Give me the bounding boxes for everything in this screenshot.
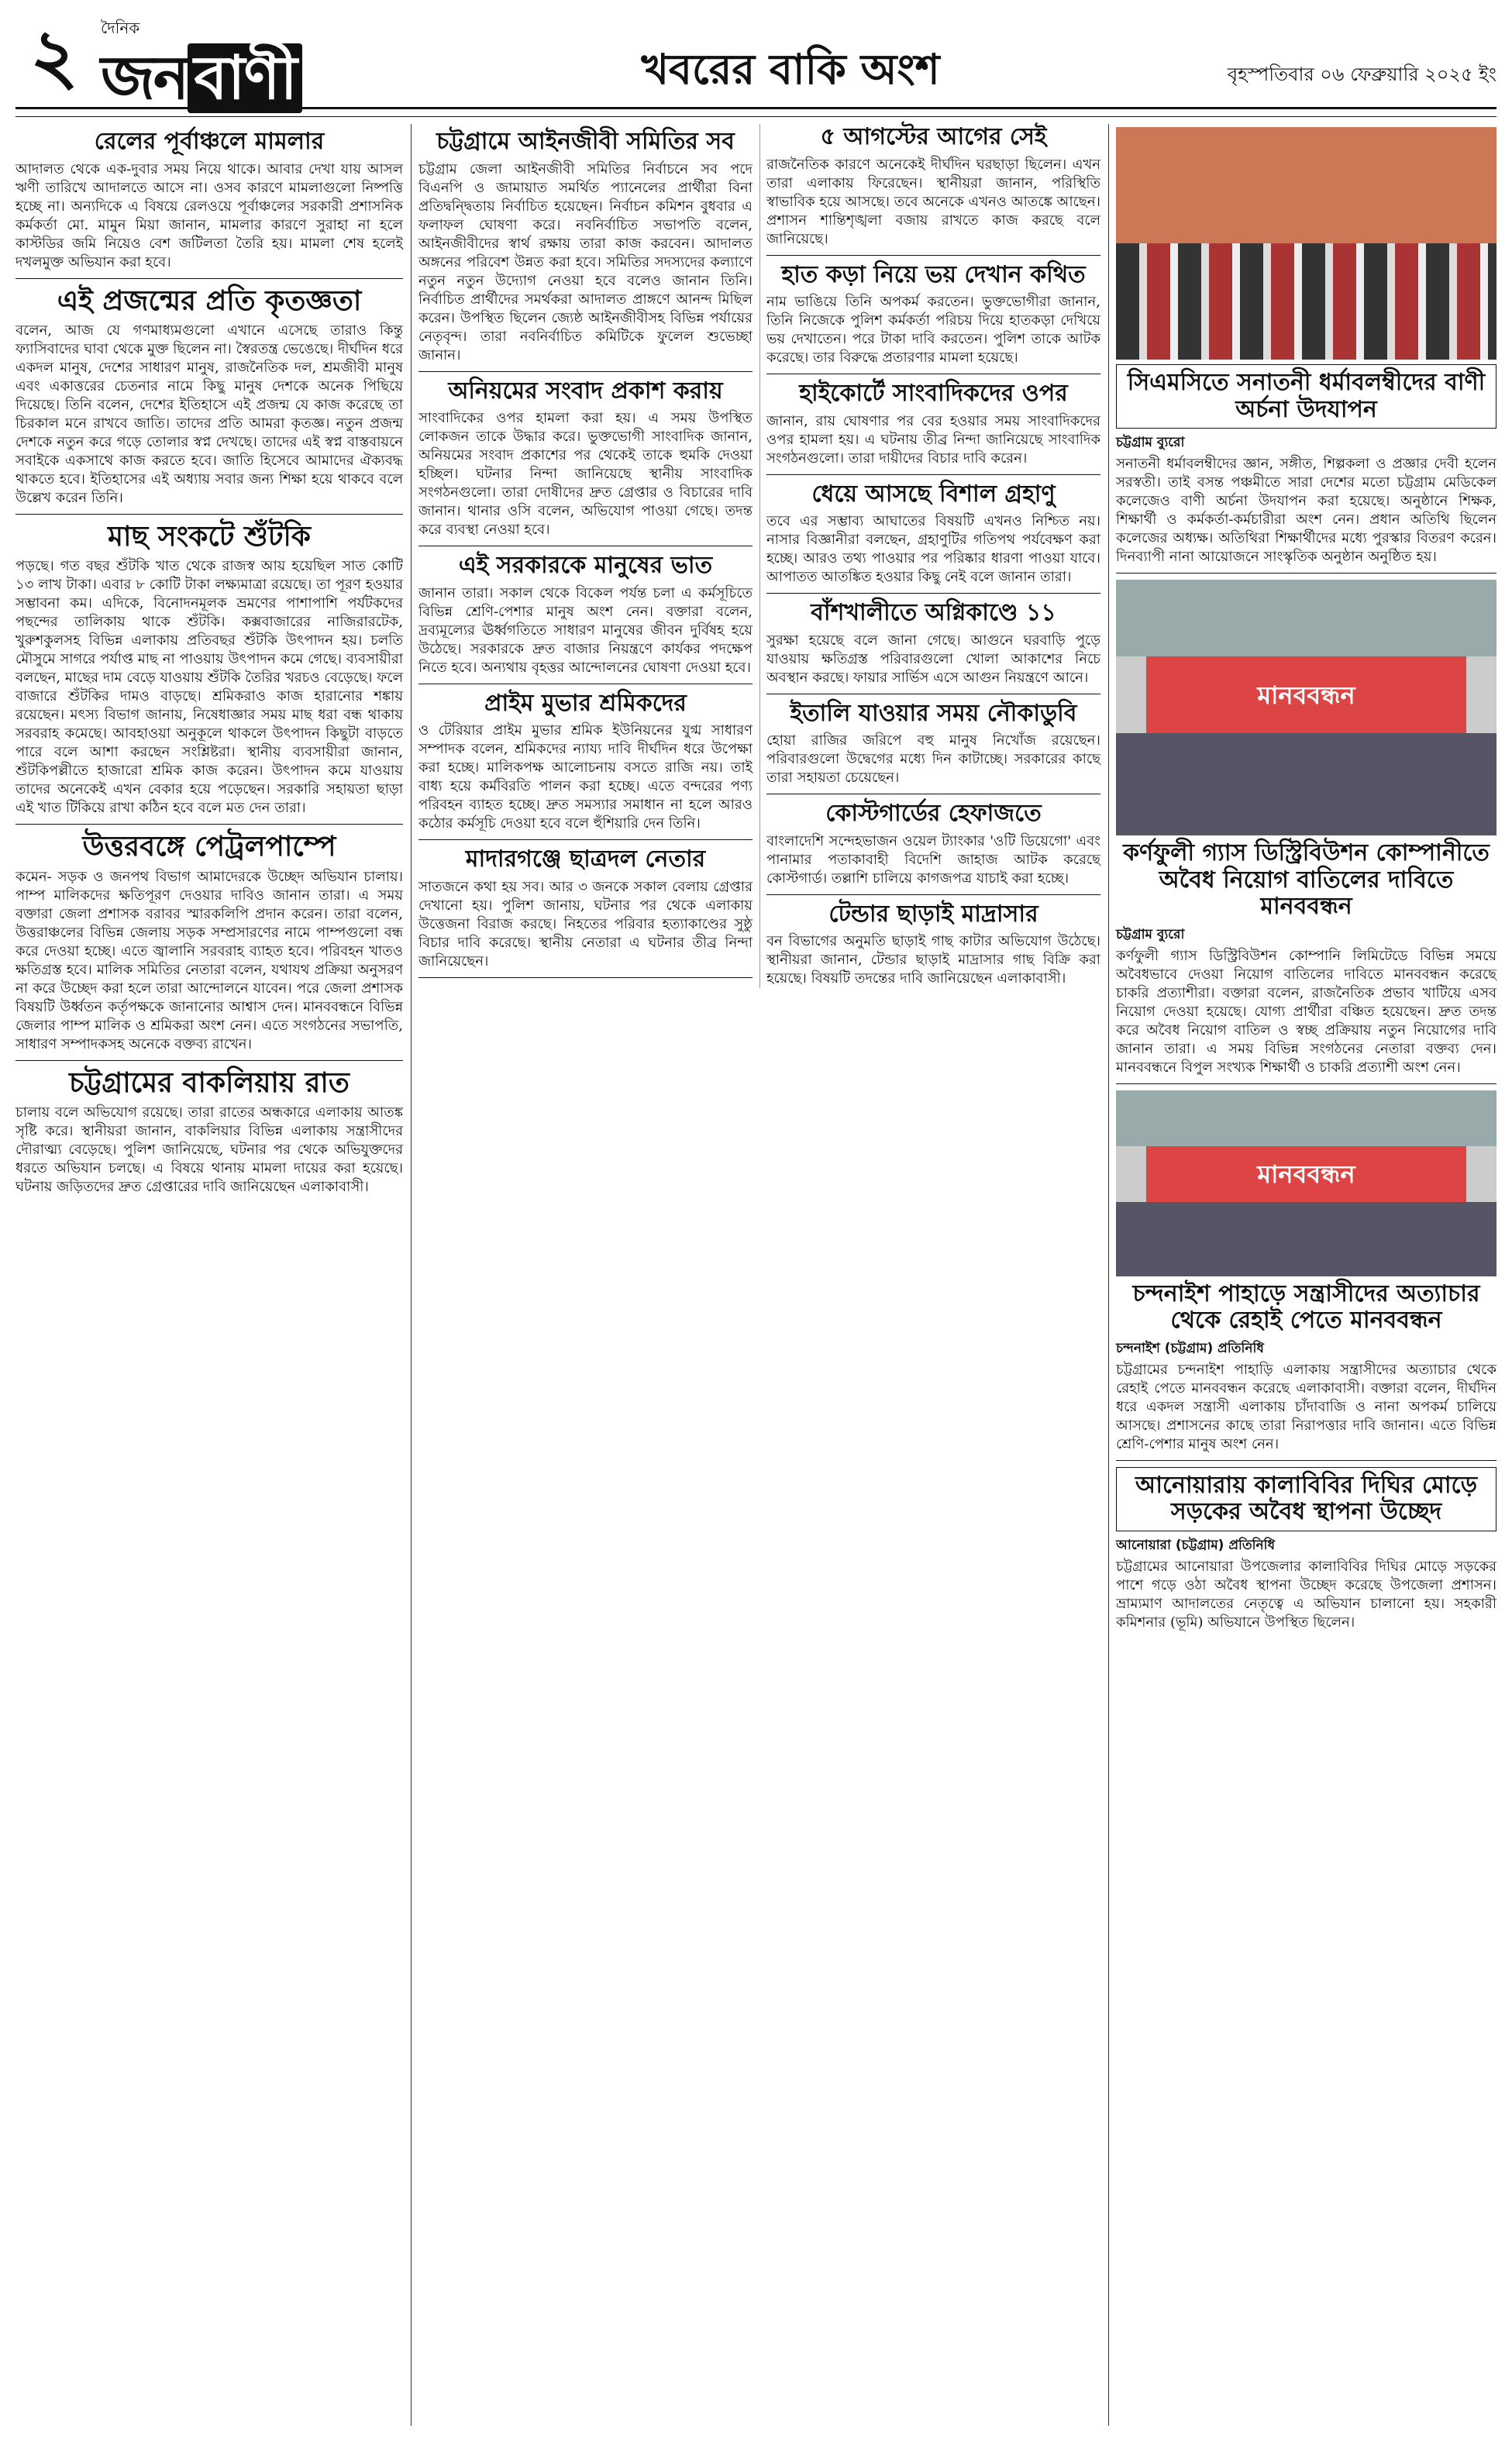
- divider: [766, 255, 1100, 256]
- protest-banner: মানববন্ধন: [1146, 1146, 1466, 1202]
- article-body: পড়ছে। গত বছর শুঁটকি খাত থেকে রাজস্ব আয় হয়েছিল সাত কোটি ১৩ লাখ টাকা। এবার ৮ কোটি টাকা লক্ষ্যমাত্রা রয়েছে। তা পূরণ হওয়ার সম্ভাবনা কম। এদিকে, বিনোদনমূলক ভ্রমণের পাশাপাশি পর্যটকদের পছন্দের তালিকায় থাকে শুঁটকি। কক্সবাজারের নাজিরারটেক, খুরুশকুলসহ বিভিন্ন এলাকায় প্রতিবছর শুঁটকি উৎপাদন হয়। চলতি মৌসুমে সাগরে পর্যাপ্ত মাছ না পাওয়ায় উৎপাদন কমে গেছে। ব্যবসায়ীরা বলছেন, মাছের দাম বেড়ে যাওয়ায় শুঁটকি তৈরির খরচও বেড়েছে। ফলে বাজারে শুঁটকির দামও বাড়ছে। শ্রমিকরাও কাজ হারানোর শঙ্কায় রয়েছেন। মৎস্য বিভাগ জানায়, নিষেধাজ্ঞার সময় মাছ ধরা বন্ধ থাকায় সরবরাহ কমেছে। আবহাওয়া অনুকূলে থাকলে উৎপাদন কিছুটা বাড়তে পারে বলে আশা করছেন সংশ্লিষ্টরা। স্থানীয় ব্যবসায়ীরা জানান, শুঁটকিপল্লীতে হাজারো শ্রমিক কাজ করেন। উৎপাদন কমে যাওয়ায় তাদের অনেকেই এখন বেকার হয়ে পড়েছেন। সরকারি সহায়তা ছাড়া এই খাত টিকিয়ে রাখা কঠিন হবে বলে মত দেন তারা।: [15, 558, 403, 817]
- logo-part-1: জন: [101, 43, 188, 113]
- divider: [15, 514, 403, 515]
- article-headline[interactable]: উত্তরবঙ্গে পেট্রলপাম্পে: [82, 831, 336, 863]
- divider: [766, 593, 1100, 594]
- article-headline[interactable]: কর্ণফুলী গ্যাস ডিস্ট্রিবিউশন কোম্পানীতে অবৈধ নিয়োগ বাতিলের দাবিতে মানববন্ধন: [1123, 839, 1490, 920]
- divider: [1116, 1460, 1497, 1461]
- article-headline[interactable]: টেন্ডার ছাড়াই মাদ্রাসার: [828, 900, 1038, 928]
- protest-photo: [1116, 580, 1497, 835]
- center-columns: [418, 124, 1100, 988]
- article-headline[interactable]: চন্দনাইশ পাহাড়ে সন্ত্রাসীদের অত্যাচার থেকে রেহাই পেতে মানববন্ধন: [1132, 1280, 1480, 1334]
- article-body: সাংবাদিকের ওপর হামলা করা হয়। এ সময় উপস্থিত লোকজন তাকে উদ্ধার করে। ভুক্তভোগী সাংবাদিক জানান, অনিয়মের সংবাদ প্রকাশের পর থেকেই তাকে হুমকি দেওয়া হচ্ছিল। ঘটনার নিন্দা জানিয়েছে স্থানীয় সাংবাদিক সংগঠনগুলো। তারা দোষীদের দ্রুত গ্রেপ্তার ও বিচারের দাবি জানান। থানার ওসি বলেন, অভিযোগ পাওয়া গেছে। তদন্ত করে ব্যবস্থা নেওয়া হবে।: [418, 410, 753, 538]
- divider: [1116, 1083, 1497, 1084]
- article-headline[interactable]: মাছ সংকটে শুঁটকি: [108, 520, 311, 553]
- article: [418, 846, 753, 971]
- article-body: রাজনৈতিক কারণে অনেকেই দীর্ঘদিন ঘরছাড়া ছিলেন। এখন তারা এলাকায় ফিরেছেন। স্থানীয়রা জানান, পরিস্থিতি স্বাভাবিক হয়ে আসছে। তবে অনেকে এখনও আতঙ্কে আছেন। প্রশাসন শান্তিশৃঙ্খলা বজায় রাখতে কাজ করছে বলে জানিয়েছে।: [766, 156, 1100, 247]
- column-divider: [411, 124, 412, 2426]
- event-photo: [1116, 127, 1497, 360]
- article: [1116, 1090, 1497, 1454]
- article-body: বলেন, আজ যে গণমাধ্যমগুলো এখানে এসেছে তারাও কিন্তু ফ্যাসিবাদের ঘাবা থেকে মুক্ত ছিলেন না। স্বৈরতন্ত্র ভেঙেছে। দীর্ঘদিন ধরে একদল মানুষ, দেশের সাধারণ মানুষ, রাজনৈতিক দল, শ্রমজীবী মানুষ এবং একাত্তরের চেতনার নামে কিছু মানুষ দেশকে অনেক পিছিয়ে দিয়েছে। তিনি বলেন, দেশের ইতিহাসে এই প্রজন্ম যে কাজ করেছে তা চিরকাল মনে রাখবে জাতি। তাদের প্রতি আমরা কৃতজ্ঞ। নতুন প্রজন্ম দেশকে নতুন করে গড়ে তোলার স্বপ্ন দেখছে। তাদের এই স্বপ্ন বাস্তবায়নে সবাইকে একসাথে কাজ করতে হবে। জাতি হিসেবে আমাদের ঐক্যবদ্ধ থাকতে হবে। ইতিহাসের এই অধ্যায় সবার জন্য শিক্ষা হয়ে থাকবে বলে উল্লেখ করেন তিনি।: [15, 322, 403, 506]
- article-body: বাংলাদেশি সন্দেহভাজন ওয়েল ট্যাংকার 'ওটি ডিয়েগো' এবং পানামার পতাকাবাহী বিদেশি জাহাজ আটক করেছে কোস্টগার্ড। তল্লাশি চালিয়ে কাগজপত্র যাচাই করা হচ্ছে।: [766, 832, 1100, 887]
- crowd: [1116, 1202, 1497, 1276]
- divider: [418, 839, 753, 840]
- column-divider: [1108, 124, 1109, 2426]
- article: [418, 129, 753, 365]
- article: [15, 129, 403, 272]
- protest-banner: মানববন্ধন: [1146, 656, 1466, 733]
- article: [766, 481, 1100, 587]
- article: [15, 285, 403, 508]
- column-right: [1116, 124, 1497, 1637]
- divider: [15, 278, 403, 279]
- article: [766, 701, 1100, 788]
- top-rule: [15, 116, 1497, 117]
- article: [1116, 127, 1497, 567]
- article-body: আদালত থেকে এক-দুবার সময় নিয়ে থাকে। আবার দেখা যায় আসল ঋণী তারিখে আদালতে আসে না। ওসব কারণে মামলাগুলো নিষ্পত্তি হচ্ছে না। অন্যদিকে এ বিষয়ে রেলওয়ে পূর্বাঞ্চলের সরকারী প্রশাসনিক কর্মকর্তা মো. মামুন মিয়া জানান, মামলার কারণে সুরাহা না হলে কাস্টডির জমি নিয়েও বেশ জটিলতা তৈরি হয়। মামলা শেষ হলেই দখলমুক্ত অভিযান করা হবে।: [15, 160, 403, 270]
- article: [766, 801, 1100, 888]
- article: [766, 124, 1100, 249]
- article: [15, 521, 403, 818]
- article: [766, 381, 1100, 468]
- article: [766, 901, 1100, 989]
- article-headline[interactable]: অনিয়মের সংবাদ প্রকাশ করায়: [448, 377, 723, 405]
- article: [766, 600, 1100, 687]
- article-body: সুরক্ষা হয়েছে বলে জানা গেছে। আগুনে ঘরবাড়ি পুড়ে যাওয়ায় ক্ষতিগ্রস্ত পরিবারগুলো খোলা আকাশের নিচে অবস্থান করছে। ফায়ার সার্ভিস এসে আগুন নিয়ন্ত্রণে আনে।: [766, 632, 1100, 686]
- photo-background: [1116, 1090, 1497, 1146]
- article-headline[interactable]: চট্টগ্রামের বাকলিয়ায় রাত: [69, 1066, 350, 1099]
- issue-date: বৃহস্পতিবার ০৬ ফেব্রুয়ারি ২০২৫ ইং: [1227, 64, 1497, 85]
- article: [15, 1067, 403, 1197]
- photo-background: [1116, 580, 1497, 656]
- article-headline[interactable]: প্রাইম মুভার শ্রমিকদের: [484, 689, 687, 717]
- article-headline[interactable]: ধেয়ে আসছে বিশাল গ্রহাণু: [811, 480, 1056, 508]
- logo-part-2: বাণী: [188, 43, 302, 113]
- article-body: জানান তারা। সকাল থেকে বিকেল পর্যন্ত চলা এ কর্মসূচিতে বিভিন্ন শ্রেণি-পেশার মানুষ অংশ নেন। বক্তারা বলেন, দ্রব্যমূল্যের ঊর্ধ্বগতিতে সাধারণ মানুষের জীবন দুর্বিষহ হয়ে উঠেছে। সরকারকে দ্রুত বাজার নিয়ন্ত্রণে কার্যকর পদক্ষেপ নিতে হবে। অন্যথায় বৃহত্তর আন্দোলনের ঘোষণা দেওয়া হবে।: [418, 584, 753, 676]
- article-headline[interactable]: আনোয়ারায় কালাবিবির দিঘির মোড়ে সড়কের অবৈধ স্থাপনা উচ্ছেদ: [1116, 1467, 1497, 1531]
- article: [418, 378, 753, 540]
- article: [1116, 580, 1497, 1077]
- article-headline[interactable]: চট্টগ্রামে আইনজীবী সমিতির সব: [436, 128, 735, 155]
- divider: [766, 894, 1100, 895]
- column-center: [418, 124, 1100, 988]
- article: [766, 262, 1100, 368]
- article-headline[interactable]: ইতালি যাওয়ার সময় নৌকাডুবি: [790, 699, 1077, 727]
- newspaper-logo: [93, 17, 426, 113]
- article: [418, 553, 753, 677]
- article-body: ও টেরিয়ার প্রাইম মুভার শ্রমিক ইউনিয়নের যুগ্ম সাধারণ সম্পাদক বলেন, শ্রমিকদের ন্যায্য দাবি দীর্ঘদিন ধরে উপেক্ষা করা হচ্ছে। মালিকপক্ষ আলোচনায় বসতে রাজি নয়। তাই বাধ্য হয়ে কর্মবিরতি পালন করা হচ্ছে। এতে বন্দরের পণ্য পরিবহন ব্যাহত হচ্ছে। দ্রুত সমস্যার সমাধান না হলে আরও কঠোর কর্মসূচি দেওয়া হবে বলে হুঁশিয়ারি দেন তিনি।: [418, 722, 753, 832]
- article-headline[interactable]: হাইকোর্টে সাংবাদিকদের ওপর: [799, 380, 1068, 407]
- article-body: কর্ণফুলী গ্যাস ডিস্ট্রিবিউশন কোম্পানি লিমিটেডে বিভিন্ন সময়ে অবৈধভাবে দেওয়া নিয়োগ বাতিলের দাবিতে মানববন্ধন করেছে চাকরি প্রত্যাশীরা। বক্তারা বলেন, রাজনৈতিক প্রভাব খাটিয়ে এসব নিয়োগ দেওয়া হয়েছে। যোগ্য প্রার্থীরা বঞ্চিত হয়েছেন। দ্রুত তদন্ত করে অবৈধ নিয়োগ বাতিল ও স্বচ্ছ প্রক্রিয়ায় নতুন নিয়োগের দাবি জানান তারা। এ সময় বিভিন্ন সংগঠনের নেতারা বক্তব্য দেন। মানববন্ধনে বিপুল সংখ্যক শিক্ষার্থী ও চাকরি প্রত্যাশী অংশ নেন।: [1116, 947, 1497, 1076]
- section-title: খবরের বাকি অংশ: [641, 45, 940, 94]
- article: [15, 831, 403, 1053]
- divider: [15, 824, 403, 825]
- article-headline[interactable]: কোস্টগার্ডের হেফাজতে: [825, 800, 1042, 827]
- page-number: ২: [29, 12, 79, 100]
- article-body: জানান, রায় ঘোষণার পর বের হওয়ার সময় সাংবাদিকদের ওপর হামলা হয়। এ ঘটনায় তীব্র নিন্দা জানিয়েছে সাংবাদিক সংগঠনগুলো। তারা দায়ীদের বিচার দাবি করেন।: [766, 412, 1100, 467]
- article-body: তবে এর সম্ভাব্য আঘাতের বিষয়টি এখনও নিশ্চিত নয়। নাসার বিজ্ঞানীরা বলছেন, গ্রহাণুটির গতিপথ পর্যবেক্ষণ করা হচ্ছে। আরও তথ্য পাওয়ার পর পরিষ্কার ধারণা পাওয়া যাবে। আপাতত আতঙ্কিত হওয়ার কিছু নেই বলে জানান তারা।: [766, 513, 1100, 585]
- article-body: কমেন- সড়ক ও জনপথ বিভাগ আমাদেরকে উচ্ছেদ অভিযান চালায়। পাম্প মালিকদের ক্ষতিপূরণ দেওয়ার দাবিও জানান তারা। এ সময় বক্তারা জেলা প্রশাসক বরাবর স্মারকলিপি প্রদান করেন। তারা বলেন, উত্তরাঞ্চলের বিভিন্ন জেলায় সড়ক সম্প্রসারণের নামে পাম্পগুলো বন্ধ করে দেওয়া হচ্ছে। এতে জ্বালানি সরবরাহ ব্যাহত হবে। পরিবহন খাতও ক্ষতিগ্রস্ত হবে। মালিক সমিতির নেতারা বলেন, যথাযথ প্রক্রিয়া অনুসরণ না করে উচ্ছেদ করা হলে তারা আন্দোলনে যাবেন। পরে জেলা প্রশাসক বিষয়টি উর্ধ্বতন কর্তৃপক্ষকে জানানোর আশ্বাস দেন। মানববন্ধনে বিভিন্ন জেলার পাম্প মালিক ও শ্রমিকরা অংশ নেন। এতে সংগঠনের সভাপতি, সাধারণ সম্পাদকসহ অনেকে বক্তব্য রাখেন।: [15, 868, 403, 1052]
- article-body: সনাতনী ধর্মাবলম্বীদের জ্ঞান, সঙ্গীত, শিল্পকলা ও প্রজ্ঞার দেবী হলেন সরস্বতী। তাই বসন্ত পঞ্চমীতে সারা দেশের মতো চট্টগ্রাম মেডিকেল কলেজেও বাণী অর্চনা উদযাপন করা হয়েছে। অনুষ্ঠানে শিক্ষক, শিক্ষার্থী ও কর্মকর্তা-কর্মচারীরা অংশ নেন। প্রধান অতিথি ছিলেন কলেজের অধ্যক্ষ। অতিথিরা শিক্ষার্থীদের মধ্যে পুরস্কার বিতরণ করেন। দিনব্যাপী নানা আয়োজনে সাংস্কৃতিক অনুষ্ঠান অনুষ্ঠিত হয়।: [1116, 456, 1497, 565]
- article-body: বন বিভাগের অনুমতি ছাড়াই গাছ কাটার অভিযোগ উঠেছে। স্থানীয়রা জানান, টেন্ডার ছাড়াই মাদ্রাসার গাছ বিক্রি করা হয়েছে। বিষয়টি তদন্তের দাবি জানিয়েছেন এলাকাবাসী।: [766, 933, 1100, 987]
- divider: [418, 977, 753, 978]
- article-headline[interactable]: এই সরকারকে মানুষের ভাত: [458, 552, 713, 579]
- article-body: হোয়া রাজির জরিপে বহু মানুষ নিখোঁজ রয়েছেন। পরিবারগুলো উদ্বেগের মধ্যে দিন কাটাচ্ছে। সরকারের কাছে তারা সহায়তা চেয়েছেন।: [766, 732, 1100, 786]
- article-body: নাম ভাঙিয়ে তিনি অপকর্ম করতেন। ভুক্তভোগীরা জানান, তিনি নিজেকে পুলিশ কর্মকর্তা পরিচয় দিয়ে হাতকড়া দেখিয়ে ভয় দেখাতেন। পরে টাকা দাবি করতেন। পুলিশ তাকে আটক করেছে। তার বিরুদ্ধে প্রতারণার মামলা হয়েছে।: [766, 294, 1100, 366]
- divider: [418, 371, 753, 372]
- article-headline[interactable]: এই প্রজন্মের প্রতি কৃতজ্ঞতা: [57, 284, 362, 317]
- article-body: চট্টগ্রামের চন্দনাইশ পাহাড়ি এলাকায় সন্ত্রাসীদের অত্যাচার থেকে রেহাই পেতে মানববন্ধন করেছে এলাকাবাসী। বক্তারা বলেন, দীর্ঘদিন ধরে একদল সন্ত্রাসী এলাকায় চাঁদাবাজি ও নানা অপকর্ম চালিয়ে আসছে। প্রশাসনের কাছে তারা নিরাপত্তার দাবি জানান। এতে বিভিন্ন শ্রেণি-পেশার মানুষ অংশ নেন।: [1116, 1361, 1497, 1452]
- masthead: [15, 12, 1497, 113]
- logo-prefix: দৈনিক: [101, 19, 140, 37]
- stage-backdrop: [1116, 127, 1497, 255]
- article-byline: আনোয়ারা (চট্টগ্রাম) প্রতিনিধি: [1116, 1537, 1276, 1553]
- divider: [15, 1060, 403, 1061]
- article-headline[interactable]: হাত কড়া নিয়ে ভয় দেখান কথিত: [781, 260, 1086, 288]
- protest-photo: [1116, 1090, 1497, 1276]
- article-byline: চন্দনাইশ (চট্টগ্রাম) প্রতিনিধি: [1116, 1340, 1264, 1356]
- article-body: চট্টগ্রাম জেলা আইনজীবী সমিতির নির্বাচনে সব পদে বিএনপি ও জামায়াত সমর্থিত প্যানেলের প্রার্থীরা বিনা প্রতিদ্বন্দ্বিতায় নির্বাচিত হয়েছেন। নির্বাচন কমিশন বুধবার এ ফলাফল ঘোষণা করে। নবনির্বাচিত সভাপতি বলেন, আইনজীবীদের স্বার্থ রক্ষায় তারা কাজ করবেন। আদালত অঙ্গনের পরিবেশ উন্নত করা হবে। সমিতির সদস্যদের কল্যাণে নতুন নতুন উদ্যোগ নেওয়া হবে বলেও জানান তিনি। নির্বাচিত প্রার্থীদের সমর্থকরা আদালত প্রাঙ্গণে আনন্দ মিছিল করেন। উপস্থিত ছিলেন জ্যেষ্ঠ আইনজীবীসহ বিভিন্ন পর্যায়ের নেতৃবৃন্দ। তারা নবনির্বাচিত কমিটিকে ফুলেল শুভেচ্ছা জানান।: [418, 160, 753, 363]
- article-headline[interactable]: রেলের পূর্বাঞ্চলে মামলার: [94, 128, 325, 155]
- article-byline: চট্টগ্রাম ব্যুরো: [1116, 435, 1185, 450]
- article-headline[interactable]: মাদারগঞ্জে ছাত্রদল নেতার: [465, 846, 706, 873]
- crowd: [1116, 733, 1497, 835]
- article: [418, 691, 753, 834]
- article-headline[interactable]: বাঁশখালীতে অগ্নিকাণ্ডে ১১: [811, 599, 1056, 626]
- article-headline[interactable]: ৫ আগস্টের আগের সেই: [820, 123, 1047, 150]
- article-body: চালায় বলে অভিযোগ রয়েছে। তারা রাতের অন্ধকারে এলাকায় আতঙ্ক সৃষ্টি করে। স্থানীয়রা জানান, বাকলিয়ার বিভিন্ন এলাকায় সন্ত্রাসীদের দৌরাত্ম্য বেড়েছে। পুলিশ জানিয়েছে, ঘটনার পর থেকে অভিযুক্তদের ধরতে অভিযান চলছে। এ বিষয়ে থানায় মামলা দায়ের করা হয়েছে। ঘটনায় জড়িতদের দ্রুত গ্রেপ্তারের দাবি জানিয়েছেন এলাকাবাসী।: [15, 1104, 403, 1196]
- divider: [766, 474, 1100, 475]
- article-body: চট্টগ্রামের আনোয়ারা উপজেলার কালাবিবির দিঘির মোড়ে সড়কের পাশে গড়ে ওঠা অবৈধ স্থাপনা উচ্ছেদ করেছে উপজেলা প্রশাসন। ভ্রাম্যমাণ আদালতের নেতৃত্বে এ অভিযান চালানো হয়। সহকারী কমিশনার (ভূমি) অভিযানে উপস্থিত ছিলেন।: [1116, 1558, 1497, 1631]
- article-byline: চট্টগ্রাম ব্যুরো: [1116, 926, 1185, 942]
- column-left: [15, 124, 403, 1201]
- article-body: সাতজনে কথা হয় সব। আর ৩ জনকে সকাল বেলায় গ্রেপ্তার দেখানো হয়। পুলিশ জানায়, ঘটনার পর থেকে এলাকায় উত্তেজনা বিরাজ করছে। নিহতের পরিবার হত্যাকাণ্ডের সুষ্ঠু বিচার দাবি করেছে। স্থানীয় নেতারা এ ঘটনার তীব্র নিন্দা জানিয়েছেন।: [418, 878, 753, 970]
- people-group: [1116, 243, 1497, 360]
- article: [1116, 1467, 1497, 1632]
- article-headline[interactable]: সিএমসিতে সনাতনী ধর্মাবলম্বীদের বাণী অর্চনা উদযাপন: [1116, 364, 1497, 429]
